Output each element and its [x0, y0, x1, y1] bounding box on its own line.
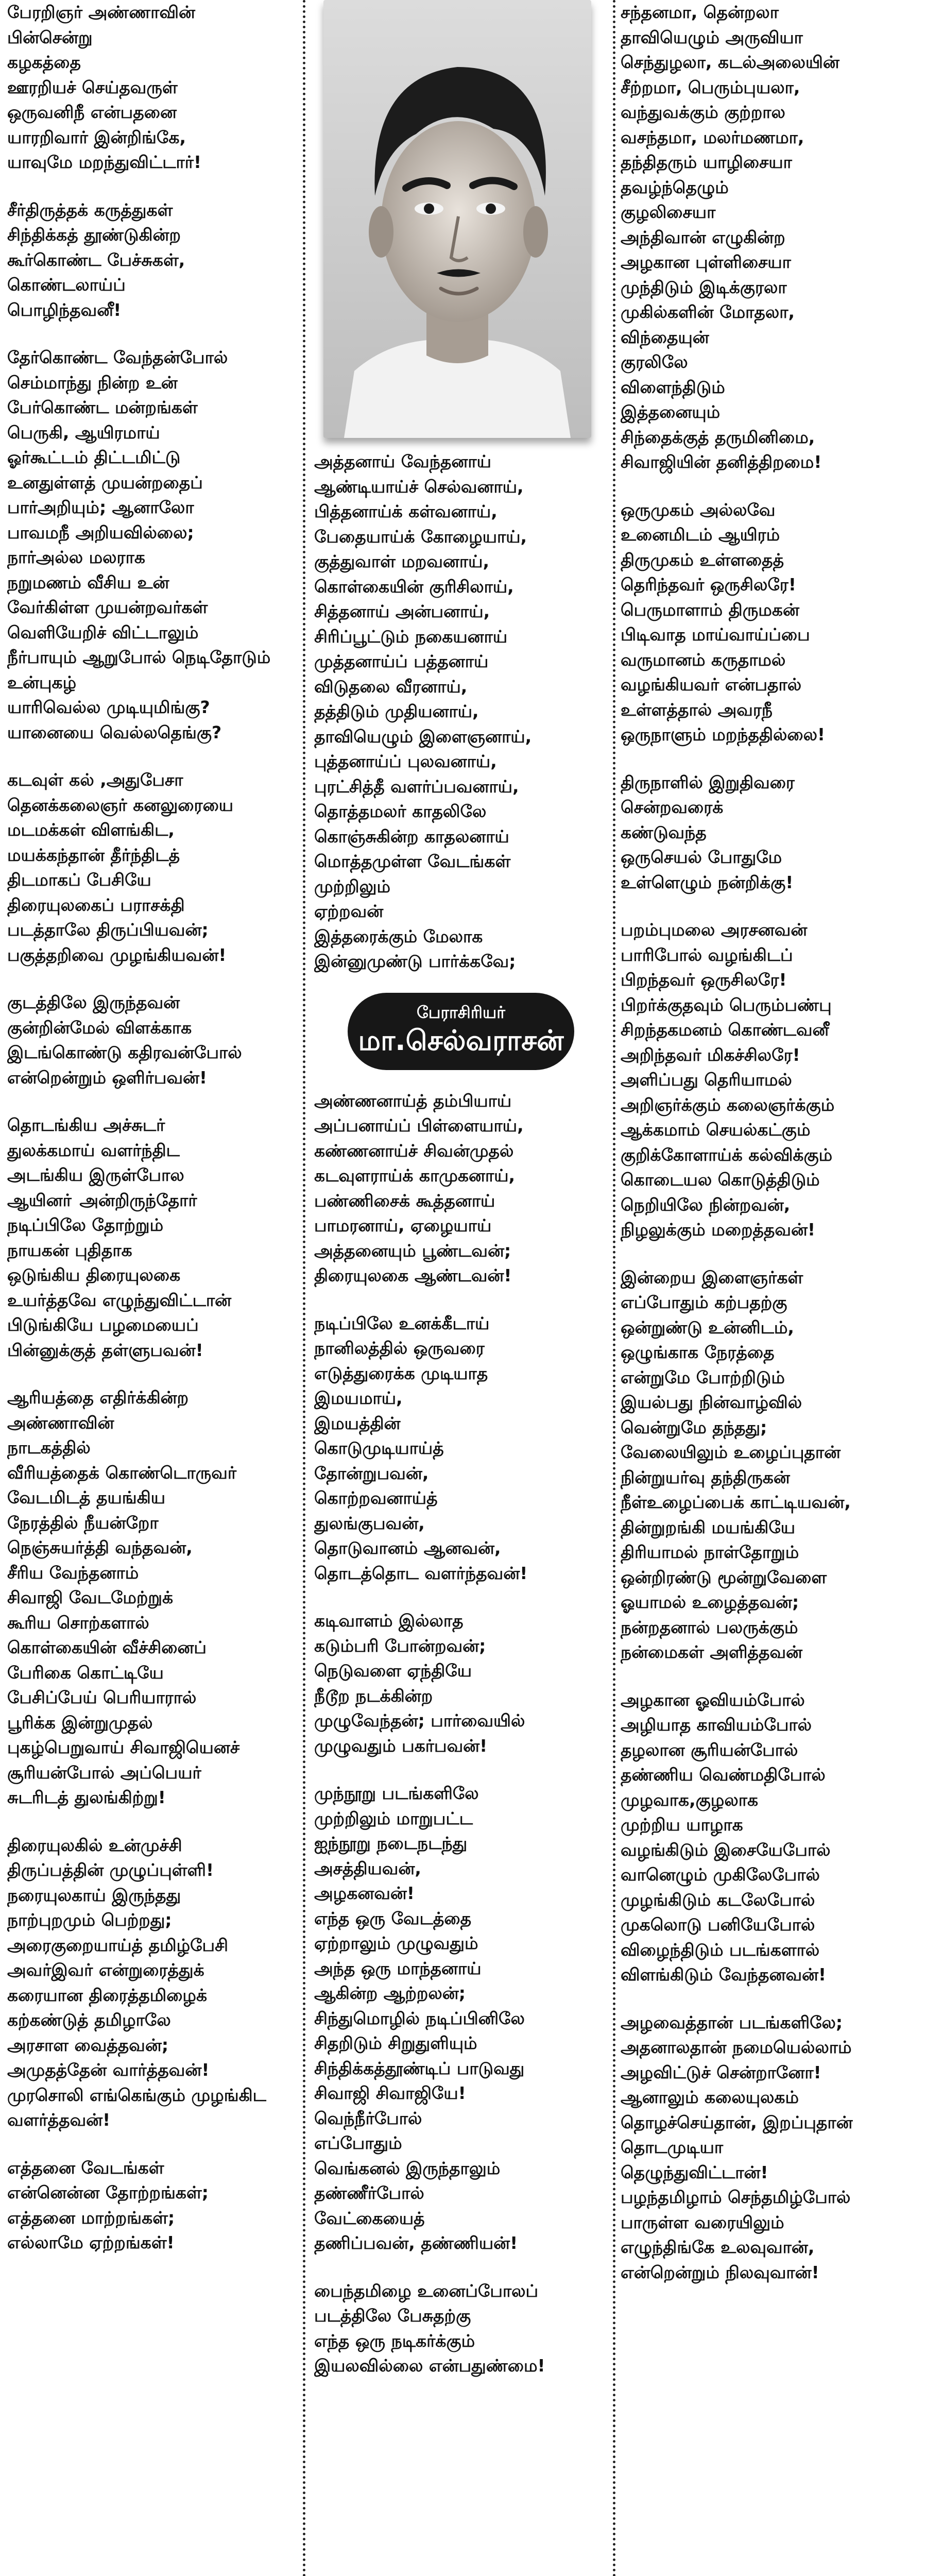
poem-line: தோன்றுபவன், [314, 1463, 429, 1483]
poem-line: எடுத்துரைக்க முடியாத [314, 1363, 488, 1383]
poem-line: அந்திவான் எழுகின்ற [621, 227, 785, 247]
poem-line: முழுவேந்தன்; பார்வையில் [314, 1710, 525, 1731]
poem-line: ஆக்கமாம் செயல்கட்கும் [621, 1120, 811, 1140]
poem-line: பூரிக்க இன்றுமுதல் [7, 1712, 153, 1733]
poem-line: தெரிந்தவர் ஒருசிலரே! [621, 574, 796, 595]
poem-line: அழகான ஓவியம்போல் [621, 1689, 805, 1710]
poem-line: முழவாக,குழலாக [621, 1789, 759, 1810]
poem-line: என்றுமே போற்றிடும் [621, 1367, 785, 1387]
poem-line: தொழச்செய்தான், இறப்புதான் [621, 2112, 853, 2132]
poem-line: கடவுள் கல் ,அதுபேசா [7, 770, 183, 790]
poem-line: நீடூற நடக்கின்ற [314, 1685, 433, 1706]
poem-line: கண்ணனாய்ச் சிவன்முதல் [314, 1140, 514, 1161]
poem-line: தாவியெழும் இளைஞனாய், [314, 726, 532, 747]
poem-line: அவர்இவர் என்றுரைத்துக் [7, 1960, 204, 1980]
poem-line: குழலிசையா [621, 202, 716, 222]
poem-line: பேரறிஞர் அண்ணாவின் [7, 2, 196, 22]
poem-line: உனைமிடம் ஆயிரம் [621, 524, 780, 545]
poem-line: கடும்பரி போன்றவன்; [314, 1635, 486, 1656]
poem-line: பேதையாய்க் கோழையாய், [314, 526, 527, 547]
poem-column-2 [314, 0, 608, 2379]
poem-line: அமுதத்தேன் வார்த்தவன்! [7, 2060, 210, 2080]
poem-line: அசத்தியவன், [314, 1858, 421, 1878]
poem-line: ஒழுங்காக நேரத்தை [621, 1342, 775, 1362]
poem-line: அழவைத்தான் படங்களிலே; [621, 2012, 843, 2032]
poem-line: நடிப்பிலே உனக்கீடாய் [314, 1313, 490, 1333]
poem-line: தெனக்கலைஞர் கனலுரையை [7, 794, 234, 815]
poem-line: யானையை வெல்லதெங்கு? [7, 722, 222, 742]
poem-line: நன்றதனால் பலருக்கும் [621, 1617, 798, 1637]
poem-line: குன்றின்மேல் விளக்காக [7, 1017, 192, 1038]
poem-line: எந்த ஒரு நடிகர்க்கும் [314, 2330, 475, 2351]
poem-line: வந்துவக்கும் குற்றால [621, 102, 785, 122]
poem-line: தந்திதரும் யாழிசையா [621, 152, 792, 172]
poem-line: எல்லாமே ஏற்றங்கள்! [7, 2232, 175, 2252]
poem-line: நெறியிலே நின்றவன், [621, 1194, 791, 1215]
poem-stanza [621, 0, 919, 475]
poem-stanza [314, 449, 608, 974]
poem-line: முற்றிலும் [314, 876, 391, 896]
poem-stanza [314, 1089, 608, 1289]
poem-stanza [314, 2279, 608, 2379]
poem-line: பின்சென்று [7, 27, 93, 47]
poem-line: அரைகுறையாய்த் தமிழ்பேசி [7, 1935, 228, 1955]
poem-line: இயல்பது நின்வாழ்வில் [621, 1392, 802, 1412]
poem-line: ஓர்கூட்டம் திட்டமிட்டு [7, 447, 181, 467]
poem-line: என்றென்றும் ஒளிர்பவன்! [7, 1067, 208, 1088]
poem-line: பேர்கொண்ட மன்றங்கள் [7, 397, 198, 417]
poem-column-1 [7, 0, 296, 2256]
poem-line: திடமாகப் பேசியே [7, 870, 151, 890]
poem-stanza [621, 498, 919, 748]
poem-stanza [7, 768, 296, 968]
poem-line: பின்னுக்குத் தள்ளுபவன்! [7, 1340, 203, 1360]
poem-line: நாற்புறமும் பெற்றது; [7, 1910, 172, 1930]
poem-line: அழகனவன்! [314, 1883, 415, 1903]
poem-line: கரையான திரைத்தமிழைக் [7, 1985, 208, 2005]
poem-line: முந்திடும் இடிக்குரலா [621, 277, 787, 297]
poem-line: இமயமாய், [314, 1388, 403, 1408]
poem-line: சிந்துமொழில் நடிப்பினிலே [314, 2008, 525, 2028]
poem-line: முத்தனாய்ப் பத்தனாய் [314, 651, 489, 671]
poem-line: பிடிவாத மாய்வாய்ப்பை [621, 624, 810, 645]
poem-line: பைந்தமிழை உனைப்போலப் [314, 2280, 539, 2301]
poem-line: துலக்கமாய் வளர்ந்திட [7, 1140, 180, 1160]
poem-line: யாரறிவார் இன்றிங்கே, [7, 127, 186, 147]
poem-line: எழுந்திங்கே உலவுவான், [621, 2237, 815, 2257]
poem-line: சிந்தைக்குத் தருமினிமை, [621, 427, 815, 447]
poem-line: அரசாள வைத்தவன்; [7, 2035, 169, 2055]
poem-line: படத்திலே பேசுதற்கு [314, 2306, 471, 2326]
poem-stanza [621, 2010, 919, 2285]
poem-line: அத்தனையும் பூண்டவன்; [314, 1240, 511, 1261]
poem-line: முற்றிய யாழாக [621, 1815, 743, 1835]
poem-line: முந்நூறு படங்களிலே [314, 1783, 479, 1803]
poem-line: தேர்கொண்ட வேந்தன்போல் [7, 347, 228, 367]
poem-line: தழலான சூரியன்போல் [621, 1739, 798, 1760]
poem-line: தொடங்கிய அச்சுடர் [7, 1115, 165, 1135]
poem-line: தண்ணீர்போல் [314, 2183, 424, 2203]
poem-line: வருமானம் கருதாமல் [621, 649, 786, 670]
poem-line: பழந்தமிழாம் செந்தமிழ்போல் [621, 2187, 851, 2207]
poem-line: அழகான புள்ளிசையா [621, 252, 791, 272]
poem-line: அறிஞர்க்கும் கலைஞர்க்கும் [621, 1094, 835, 1115]
poem-line: இத்தரைக்கும் மேலாக [314, 926, 483, 946]
poem-line: பறம்புமலை அரசனவன் [621, 920, 808, 940]
poem-line: சிந்திக்கத் தூண்டுகின்ற [7, 225, 181, 245]
poem-line: முகலொடு பனியேபோல் [621, 1914, 815, 1935]
poem-line: ஆனாலும் கலையுலகம் [621, 2087, 799, 2107]
poem-line: பாவமநீ அறியவில்லை; [7, 522, 194, 543]
poem-line: இமயத்தின் [314, 1413, 401, 1433]
poem-line: வெளியேறிச் விட்டாலும் [7, 622, 199, 642]
poem-stanza [7, 0, 296, 175]
poem-line: பேரிகை கொட்டியே [7, 1662, 164, 1683]
poem-line: சந்தனமா, தென்றலா [621, 2, 779, 22]
poem-line: இன்னுமுண்டு பார்க்கவே; [314, 951, 516, 971]
poem-line: உன்புகழ் [7, 672, 77, 692]
poem-stanza [314, 1311, 608, 1586]
poem-stanza [7, 2156, 296, 2256]
poem-line: கொண்டலாய்ப் [7, 275, 126, 295]
poem-line: நிழலுக்கும் மறைத்தவன்! [621, 1219, 816, 1240]
poem-line: தணிப்பவன், தண்ணியன்! [314, 2233, 518, 2253]
poem-line: அழியாத காவியம்போல் [621, 1715, 812, 1735]
poem-line: சிந்திக்கத்தூண்டிப் பாடுவது [314, 2058, 525, 2078]
poem-line: திருப்பத்தின் முழுப்புள்ளி! [7, 1860, 214, 1880]
poem-stanza [7, 1833, 296, 2133]
poem-line: வழங்கியவர் என்பதால் [621, 674, 802, 694]
poem-line: ஓயாமல் உழைத்தவன்; [621, 1592, 799, 1612]
poem-line: பாருள்ள வரையிலும் [621, 2212, 784, 2232]
poem-line: கொடுமுடியாய்த் [314, 1438, 444, 1458]
poem-line: திருநாளில் இறுதிவரை [621, 772, 795, 792]
poem-line: சிவாஜி சிவாஜியே! [314, 2083, 466, 2103]
poem-line: அண்ணாவின் [7, 1412, 114, 1433]
poem-line: வேலையிலும் உழைப்புதான் [621, 1442, 841, 1462]
poem-line: நின்றுயர்வு தந்திருகன் [621, 1467, 790, 1487]
poem-line: தொடுவானம் ஆனவன், [314, 1538, 501, 1558]
poem-line: விளங்கிடும் வேந்தனவன்! [621, 1964, 827, 1985]
poem-line: தொடத்தொட வளர்ந்தவன்! [314, 1563, 528, 1583]
poem-line: புகழ்பெறுவாய் சிவாஜியெனச் [7, 1737, 240, 1757]
poem-line: தெழுந்துவிட்டான்! [621, 2162, 768, 2182]
poem-column-3 [621, 0, 919, 2285]
poem-line: சிதறிடும் சிறுதுளியும் [314, 2033, 477, 2053]
poem-line: திரையுலகைப் பராசக்தி [7, 894, 185, 915]
poem-line: சிவாஜி வேடமேற்றுக் [7, 1587, 174, 1607]
poem-line: மடமக்கள் விளங்கிட, [7, 820, 175, 840]
poem-line: அறிந்தவர் மிகச்சிலரே! [621, 1044, 800, 1065]
poem-line: கூர்கொண்ட பேச்சுகள், [7, 249, 185, 270]
poem-line: குடத்திலே இருந்தவன் [7, 992, 180, 1012]
poem-line: யாரிவெல்ல முடியுமிங்கு? [7, 697, 210, 717]
poem-line: கொஞ்சுகின்ற காதலனாய் [314, 826, 509, 846]
poem-line: உயர்த்தவே எழுந்துவிட்டான் [7, 1290, 232, 1310]
poem-line: உள்ளெழும் நன்றிக்கு! [621, 872, 794, 892]
poem-line: கொற்றவனாய்த் [314, 1488, 438, 1508]
poem-line: ஆயினா் அன்றிருந்தோர் [7, 1190, 197, 1210]
poem-line: புத்தனாய்ப் புலவனாய், [314, 751, 497, 771]
poem-line: நேரத்தில் நீயன்றோ [7, 1512, 159, 1533]
poem-stanza [621, 1688, 919, 1988]
poem-line: பெருமாளாம் திருமகன் [621, 599, 799, 620]
poem-line: வழங்கிடும் இசையேபோல் [621, 1839, 831, 1860]
poem-line: கொடையல கொடுத்திடும் [621, 1170, 820, 1190]
poem-line: வேட்கையைத் [314, 2208, 425, 2228]
poem-line: பார்அறியும்; ஆனாலோ [7, 497, 194, 517]
poem-line: சீற்றமா, பெரும்புயலா, [621, 77, 800, 97]
poem-line: விழைந்திடும் படங்களால் [621, 1939, 820, 1960]
poem-line: பித்தனாய்க் கள்வனாய், [314, 501, 498, 521]
poem-line: செம்மாந்து நின்ற உன் [7, 372, 178, 393]
poem-line: குத்துவாள் மறவனாய், [314, 551, 490, 571]
poem-line: கூரிய சொற்களால் [7, 1612, 149, 1633]
author-name: மா.செல்வராசன் [358, 1024, 564, 1057]
poem-line: சீர்திருத்தக் கருத்துகள் [7, 199, 173, 220]
poem-line: பாரிபோல் வழங்கிடப் [621, 944, 793, 965]
poem-line: கற்கண்டுத் தமிழாலே [7, 2010, 171, 2030]
poem-line: பாமரனாய், ஏழையாய் [314, 1215, 492, 1235]
poem-line: அளிப்பது தெரியாமல் [621, 1070, 792, 1090]
poem-line: குறிக்கோளாய்க் கல்விக்கும் [621, 1144, 833, 1165]
poem-line: திரையுலகை ஆண்டவன்! [314, 1265, 512, 1285]
poem-line: என்றென்றும் நிலவுவான்! [621, 2262, 819, 2282]
poem-line: வேடமிடத் தயங்கிய [7, 1487, 166, 1507]
poem-line: ஒன்றுண்டு உன்னிடம், [621, 1317, 794, 1337]
poem-line: வெந்நீர்போல் [314, 2108, 422, 2128]
poem-line: இன்றைய இளைஞர்கள் [621, 1267, 803, 1287]
poem-stanza [314, 1608, 608, 1758]
poem-line: கடிவாளம் இல்லாத [314, 1611, 464, 1631]
poem-line: முற்றிலும் மாறுபட்ட [314, 1808, 473, 1828]
poem-line: தவழ்ந்தெழும் [621, 177, 729, 197]
poem-line: திரையுலகில் உன்முச்சி [7, 1835, 182, 1855]
poem-line: திரியாமல் நாள்தோறும் [621, 1542, 799, 1562]
poem-line: என்னென்ன தோற்றங்கள்; [7, 2182, 209, 2202]
poem-line: அத்தனாய் வேந்தனாய் [314, 451, 491, 471]
poem-line: நன்மைகள் அளித்தவன் [621, 1642, 803, 1662]
poem-line: சிவாஜியின் தனித்திறமை! [621, 452, 822, 472]
poem-line: கடவுளராய்க் காமுகனாய், [314, 1165, 516, 1185]
poem-line: ஒருமுகம் அல்லவே [621, 499, 776, 520]
poem-line: சிறந்தகமனம் கொண்டவனீ [621, 1020, 829, 1040]
poem-line: வென்றுமே தந்தது; [621, 1417, 767, 1437]
poem-stanza [7, 345, 296, 745]
poem-line: நெடுவளை ஏந்தியே [314, 1660, 472, 1681]
poem-stanza [7, 1113, 296, 1363]
author-title: பேராசிரியர் [416, 1002, 506, 1022]
poem-line: குரலிலே [621, 352, 688, 372]
poem-line: பகுத்தறிவை முழங்கியவன்! [7, 944, 227, 965]
poem-stanza [7, 198, 296, 323]
poem-line: ஒருவனிநீ என்பதனை [7, 102, 177, 122]
poem-stanza [621, 918, 919, 1243]
poem-line: முழுவதும் பகர்பவன்! [314, 1735, 488, 1756]
poem-line: சென்றவரைக் [621, 797, 724, 817]
poem-line: சிரிப்பூட்டும் நகையனாய் [314, 626, 508, 647]
poem-line: தத்திடும் முதியனாய், [314, 701, 479, 721]
poem-line: முரசொலி எங்கெங்கும் முழங்கிட [7, 2084, 266, 2105]
author-byline [348, 993, 574, 1070]
poem-line: பேசிப்பேய் பெரியாரால் [7, 1687, 197, 1707]
poem-line: நீள்உழைப்பைக் காட்டியவன், [621, 1492, 851, 1512]
poem-line: சித்தனாய் அன்பனாய், [314, 601, 490, 621]
poem-line: வீரியத்தைக் கொண்டொருவர் [7, 1462, 237, 1483]
poem-line: அதனாலதான் நமையெல்லாம் [621, 2037, 852, 2057]
poem-line: பண்ணிசைக் கூத்தனாய் [314, 1190, 495, 1211]
poem-line: பிடுங்கியே பழமையைப் [7, 1315, 199, 1335]
poem-line: தொத்தமலர் காதலிலே [314, 801, 487, 821]
poem-line: ஐந்நூறு நடைநடந்து [314, 1833, 468, 1853]
poem-line: தண்ணிய வெண்மதிபோல் [621, 1765, 826, 1785]
poem-line: யாவுமே மறந்துவிட்டார்! [7, 152, 202, 172]
poem-line: செந்துழலா, கடல்அலையின் [621, 52, 839, 72]
poem-stanza [7, 1385, 296, 1810]
poem-stanza [621, 770, 919, 895]
poem-line: திருமுகம் உள்ளதைத் [621, 549, 784, 570]
poem-stanza [314, 1781, 608, 2256]
poem-line: எப்போதும் கற்பதற்கு [621, 1292, 787, 1312]
poem-line: வேர்கிள்ள முயன்றவர்கள் [7, 597, 208, 617]
portrait-illustration [323, 0, 591, 438]
poem-line: தொடமுடியா [621, 2137, 724, 2157]
poem-line: பிறர்க்குதவும் பெரும்பண்பு [621, 994, 832, 1015]
poem-line: புரட்சித்தீ வளர்ப்பவனாய், [314, 776, 519, 796]
poem-line: பொழிந்தவனீ! [7, 299, 122, 320]
poem-line: நாயகன் புதிதாக [7, 1240, 132, 1260]
poem-line: வானெழும் முகிலேபோல் [621, 1865, 820, 1885]
poem-line: முகில்களின் மோதலா, [621, 302, 795, 322]
poem-line: நறுமணம் வீசிய உன் [7, 572, 169, 592]
poem-line: உள்ளத்தால் அவரநீ [621, 699, 773, 720]
poem-line: தாவியெழும் அருவியா [621, 27, 803, 47]
poem-line: வசந்தமா, மலர்மணமா, [621, 127, 804, 147]
poem-line: எத்தனை மாற்றங்கள்; [7, 2207, 175, 2228]
poem-line: மயக்கந்தான் தீர்ந்திடத் [7, 844, 180, 865]
poem-line: படத்தாலே திருப்பியவன்; [7, 920, 209, 940]
poem-line: பெருகி, ஆயிரமாய் [7, 422, 160, 443]
poem-line: கண்டுவந்த [621, 822, 707, 842]
poem-line: அழவிட்டுச் சென்றானோ! [621, 2062, 821, 2082]
poem-line: எத்தனை வேடங்கள் [7, 2157, 164, 2178]
poem-line: ஆகின்ற ஆற்றலன்; [314, 1983, 466, 2003]
poem-line: கொள்கையின் வீச்சினைப் [7, 1637, 207, 1657]
poem-line: நடிப்பிலே தோற்றும் [7, 1215, 164, 1235]
poem-line: இத்தனையும் [621, 402, 721, 422]
poem-line: அண்ணனாய்த் தம்பியாய் [314, 1090, 512, 1111]
poem-line: முழங்கிடும் கடலேபோல் [621, 1889, 815, 1910]
poem-line: ஒடுங்கிய திரையுலகை [7, 1265, 181, 1285]
poem-line: நீர்பாயும் ஆறுபோல் நெடிதோடும் [7, 647, 271, 667]
poem-line: பிறந்தவர் ஒருசிலரே! [621, 970, 787, 990]
poem-line: எப்போதும் [314, 2133, 402, 2153]
poem-line: இடங்கொண்டு கதிரவன்போல் [7, 1042, 242, 1062]
poem-line: வெங்கனல் இருந்தாலும் [314, 2158, 501, 2178]
poem-line: சுடரிடத் துலங்கிற்று! [7, 1787, 166, 1807]
poem-line: ஒன்றிரண்டு மூன்றுவேளை [621, 1567, 827, 1587]
poem-line: ஒருசெயல் போதுமே [621, 847, 782, 867]
poem-line: விளைந்திடும் [621, 377, 725, 397]
poem-line: அந்த ஒரு மாந்தனாய் [314, 1958, 482, 1978]
column-divider-left [303, 0, 305, 2576]
poem-stanza [621, 1265, 919, 1665]
poem-line: ஒருநாளும் மறந்ததில்லை! [621, 724, 826, 744]
poem-line: வளர்த்தவன்! [7, 2110, 111, 2130]
poem-line: சூரியன்போல் அப்பெயர் [7, 1762, 201, 1783]
poem-line: துலங்குபவன், [314, 1513, 425, 1533]
poem-line: உனதுள்ளத் முயன்றதைப் [7, 472, 203, 493]
column-divider-right [613, 0, 615, 2576]
poem-line: எந்த ஒரு வேடத்தை [314, 1908, 472, 1928]
poem-line: அப்பனாய்ப் பிள்ளையாய், [314, 1115, 524, 1136]
poem-line: நெஞ்சுயர்த்தி வந்தவன், [7, 1537, 193, 1557]
poem-line: இயலவில்லை என்பதுண்மை! [314, 2355, 545, 2376]
poem-line: கழகத்தை [7, 52, 81, 72]
poem-line: நானிலத்தில் ஒருவரை [314, 1338, 485, 1358]
poem-line: கொள்கையின் குரிசிலாய், [314, 576, 514, 597]
poem-line: மொத்தமுள்ள வேடங்கள் [314, 851, 511, 871]
poem-line: நாடகத்தில் [7, 1437, 91, 1458]
poem-line: விடுதலை வீரனாய், [314, 676, 468, 697]
poem-line: ஏற்றாலும் முழுவதும் [314, 1933, 478, 1953]
poem-line: நரையுலகாய் இருந்தது [7, 1885, 181, 1905]
portrait-photo [323, 0, 591, 438]
poem-line: தின்றுறங்கி மயங்கியே [621, 1517, 796, 1537]
poem-line: ஆண்டியாய்ச் செல்வனாய், [314, 476, 524, 497]
poem-line: விந்தையுன் [621, 327, 709, 347]
poem-line: ஏற்றவன் [314, 901, 384, 921]
poem-line: சீரிய வேந்தனாம் [7, 1562, 139, 1583]
poem-line: நார்அல்ல மலராக [7, 547, 145, 567]
poem-line: ஆரியத்தை எதிர்க்கின்ற [7, 1387, 189, 1408]
poem-line: ஊரறியச் செய்தவருள் [7, 77, 178, 97]
poem-stanza [7, 990, 296, 1090]
poem-line: அடங்கிய இருள்போல [7, 1165, 184, 1185]
